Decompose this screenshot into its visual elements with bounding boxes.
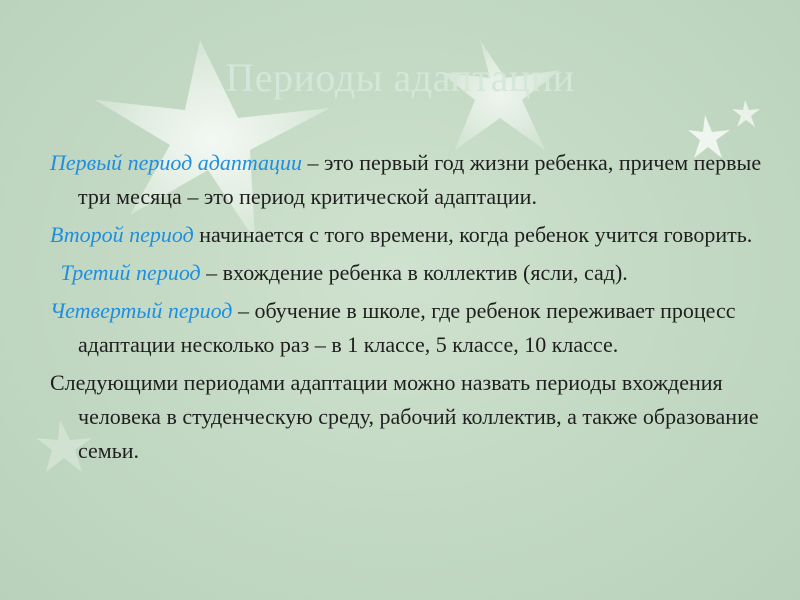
slide-content: [50, 146, 770, 472]
body-text: – обучение в школе, где ребенок переживает процесс адаптации несколько раз – в 1 классе, 5 классе, 10 классе.: [78, 298, 736, 357]
body-text: – вхождение ребенка в коллектив (ясли, сад).: [200, 260, 628, 285]
emphasis-text: Четвертый период: [50, 298, 233, 323]
paragraph-period-one: [50, 146, 770, 214]
emphasis-text: Первый период адаптации: [50, 150, 302, 175]
paragraph-period-three: [50, 256, 770, 290]
emphasis-text: Третий период: [60, 260, 201, 285]
paragraph-period-two: [50, 218, 770, 252]
paragraph-period-four: [50, 294, 770, 362]
paragraph-further-periods: [50, 366, 770, 468]
body-text: начинается с того времени, когда ребенок учится говорить.: [193, 222, 753, 247]
body-text: – это первый год жизни ребенка, причем первые три месяца – это период критической адаптации.: [78, 150, 762, 209]
slide-title: Периоды адаптации: [225, 55, 575, 100]
body-text: Следующими периодами адаптации можно назвать периоды вхождения человека в студенческую среду, рабочий коллектив, а также образование семьи.: [50, 370, 759, 463]
small-star-shape: [732, 100, 760, 127]
emphasis-text: Второй период: [50, 222, 194, 247]
